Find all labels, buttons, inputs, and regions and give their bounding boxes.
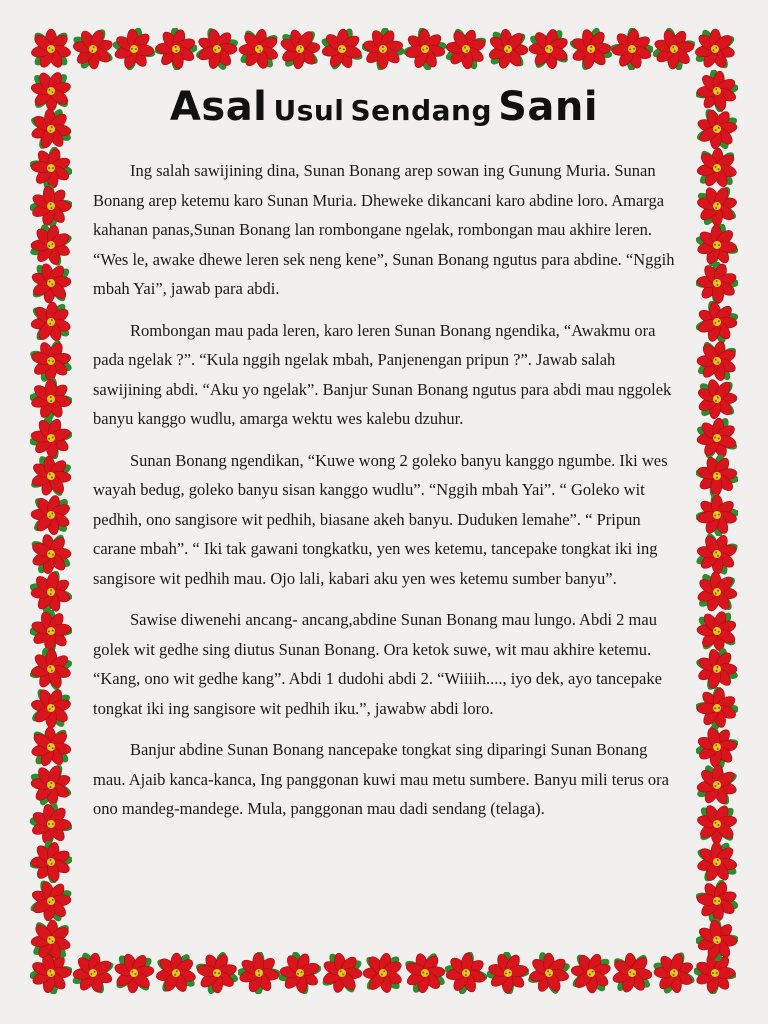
poinsettia-icon <box>238 952 280 994</box>
poinsettia-icon <box>196 952 238 994</box>
poinsettia-icon <box>696 764 738 806</box>
poinsettia-icon <box>570 952 612 994</box>
title-word-1: Asal <box>169 84 268 130</box>
poinsettia-icon <box>279 28 321 70</box>
poinsettia-icon <box>696 455 738 497</box>
paragraph-2: Rombongan mau pada leren, karo leren Sunan Bonang ngendika, “Awakmu ora pada ngelak ?”. “Kula nggih ngelak mbah, Panjenengan pripun ?”. Jawab salah sawijining abdi. “Aku yo ngelak”. Banjur Sunan Bonang ngutus para abdi mau nggolek banyu kanggo wudlu, amarga wektu wes kalebu dzuhur. <box>93 320 672 428</box>
paragraph-4: Sawise diwenehi ancang- ancang,abdine Sunan Bonang mau lungo. Abdi 2 mau golek wit gedhe sing diutus Sunan Bonang. Ora ketok suwe, wit mau akhire ketemu. “Kang, ono wit gedhe kang”. Abdi 1 dudohi abdi 2. “Wiiiih...., iyo dek, ayo tancepake tongkat iki ing sangisore wit pedhih iku.”, jawabw abdi loro. <box>93 610 662 718</box>
poinsettia-icon <box>696 648 738 690</box>
poinsettia-icon <box>30 224 72 266</box>
poinsettia-icon <box>696 610 738 652</box>
poinsettia-icon <box>696 841 738 883</box>
poinsettia-icon <box>696 417 738 459</box>
poinsettia-icon <box>696 147 738 189</box>
poinsettia-icon <box>30 841 72 883</box>
poinsettia-icon <box>321 952 363 994</box>
poinsettia-icon <box>30 301 72 343</box>
poinsettia-icon <box>404 28 446 70</box>
poinsettia-icon <box>445 952 487 994</box>
poinsettia-icon <box>279 952 321 994</box>
poinsettia-icon <box>30 185 72 227</box>
poinsettia-icon <box>30 147 72 189</box>
poinsettia-icon <box>696 301 738 343</box>
poinsettia-icon <box>696 726 738 768</box>
poinsettia-icon <box>696 262 738 304</box>
poinsettia-icon <box>113 28 155 70</box>
poinsettia-icon <box>696 340 738 382</box>
poinsettia-icon <box>653 28 695 70</box>
poinsettia-icon <box>30 648 72 690</box>
poinsettia-icon <box>30 494 72 536</box>
poinsettia-icon <box>72 28 114 70</box>
poinsettia-icon <box>696 880 738 922</box>
poinsettia-icon <box>72 952 114 994</box>
page-title <box>0 84 768 130</box>
poinsettia-icon <box>653 952 695 994</box>
poinsettia-icon <box>528 28 570 70</box>
poinsettia-icon <box>30 571 72 613</box>
poinsettia-icon <box>238 28 280 70</box>
poinsettia-icon <box>570 28 612 70</box>
poinsettia-icon <box>611 952 653 994</box>
paragraph-5: Banjur abdine Sunan Bonang nancepake tongkat sing diparingi Sunan Bonang mau. Ajaib kanca-kanca, Ing panggonan kuwi mau metu sumbere. Banyu mili terus ora ono mandeg-mandege. Mula, panggonan mau dadi sendang (telaga). <box>93 740 669 818</box>
title-word-3: Sendang <box>350 94 492 127</box>
title-word-2: Usul <box>273 94 345 127</box>
poinsettia-icon <box>30 533 72 575</box>
poinsettia-icon <box>611 28 653 70</box>
poinsettia-icon <box>404 952 446 994</box>
paragraph-1: Ing salah sawijining dina, Sunan Bonang arep sowan ing Gunung Muria. Sunan Bonang arep ketemu karo Sunan Muria. Dheweke dikancani karo abdine loro. Amarga kahanan panas,Sunan Bonang lan rombongane ngelak, rombongan mau akhire leren. “Wes le, awake dhewe leren sek neng kene”, Sunan Bonang ngutus para abdine. “Nggih mbah Yai”, jawab para abdi. <box>93 161 675 298</box>
poinsettia-icon <box>30 687 72 729</box>
poinsettia-icon <box>30 764 72 806</box>
poinsettia-icon <box>196 28 238 70</box>
poinsettia-icon <box>30 28 72 70</box>
poinsettia-icon <box>696 533 738 575</box>
paragraph-3: Sunan Bonang ngendikan, “Kuwe wong 2 goleko banyu kanggo ngumbe. Iki wes wayah bedug, goleko banyu sisan kanggo wudlu”. “Nggih mbah Yai”. “ Goleko wit pedhih, ono sangisore wit pedhih, biasane akeh banyu. Duduken lemahe”. “ Pripun carane mbah”. “ Iki tak gawani tongkatku, yen wes ketemu, tancepake tongkat iki ing sangisore wit pedhih mau. Ojo lali, kabari aku yen wes ketemu sumber banyu”. <box>93 450 668 588</box>
poinsettia-icon <box>528 952 570 994</box>
poinsettia-icon <box>30 880 72 922</box>
poinsettia-icon <box>30 417 72 459</box>
poinsettia-icon <box>696 687 738 729</box>
poinsettia-icon <box>445 28 487 70</box>
poinsettia-icon <box>362 28 404 70</box>
poinsettia-icon <box>30 919 72 961</box>
title-word-4: Sani <box>498 84 599 130</box>
poinsettia-icon <box>155 952 197 994</box>
poinsettia-icon <box>696 571 738 613</box>
poinsettia-icon <box>696 494 738 536</box>
poinsettia-icon <box>30 610 72 652</box>
poinsettia-icon <box>696 185 738 227</box>
poinsettia-icon <box>113 952 155 994</box>
poinsettia-icon <box>487 952 529 994</box>
poinsettia-icon <box>155 28 197 70</box>
poinsettia-icon <box>487 28 529 70</box>
story-body <box>93 156 683 836</box>
poinsettia-icon <box>696 919 738 961</box>
poinsettia-icon <box>696 803 738 845</box>
poinsettia-icon <box>694 28 736 70</box>
poinsettia-icon <box>30 726 72 768</box>
poinsettia-icon <box>30 340 72 382</box>
poinsettia-icon <box>30 455 72 497</box>
poinsettia-icon <box>362 952 404 994</box>
poinsettia-icon <box>696 378 738 420</box>
poinsettia-icon <box>30 803 72 845</box>
poinsettia-icon <box>30 262 72 304</box>
poinsettia-icon <box>30 378 72 420</box>
poinsettia-icon <box>321 28 363 70</box>
poinsettia-icon <box>696 224 738 266</box>
